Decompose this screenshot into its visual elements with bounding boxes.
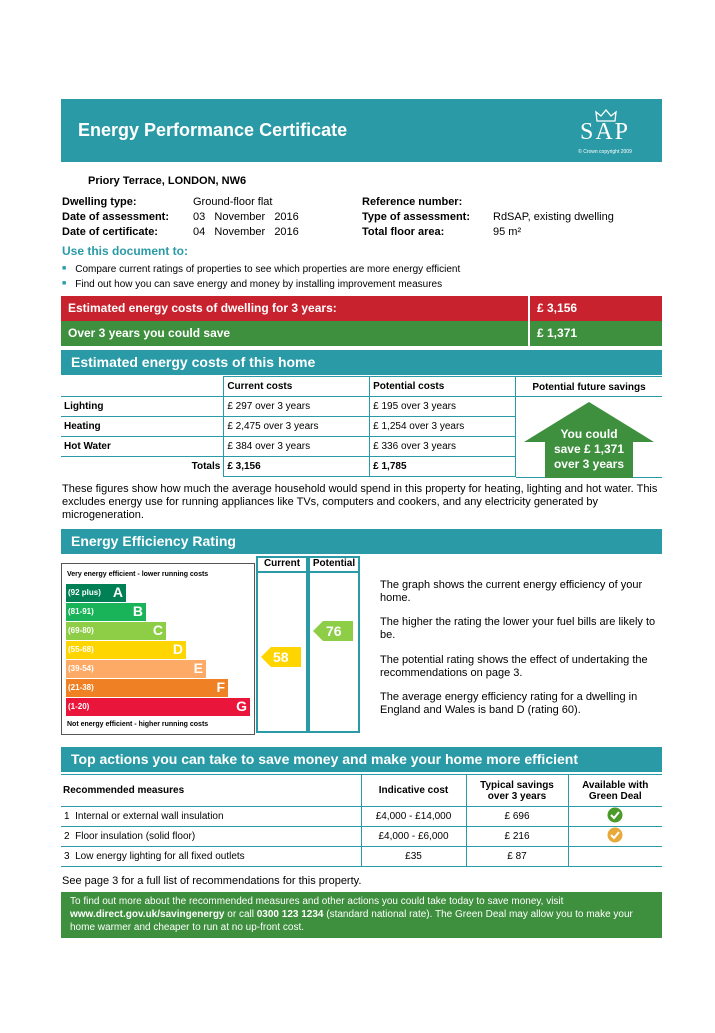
floor-area-value: 95 m² bbox=[493, 226, 522, 238]
measure-cost: £35 bbox=[361, 847, 466, 867]
orange-check-icon bbox=[607, 827, 623, 843]
col-green-deal: Available with Green Deal bbox=[568, 775, 662, 807]
band-letter: E bbox=[193, 660, 203, 676]
efficiency-heading: Energy Efficiency Rating bbox=[61, 529, 662, 554]
cost-row-label: Hot Water bbox=[61, 437, 224, 457]
future-savings bbox=[516, 376, 662, 478]
use-heading: Use this document to: bbox=[62, 244, 189, 258]
rating-para: The graph shows the current energy efficiency of your home. bbox=[380, 579, 643, 604]
cost-current: £ 297 over 3 years bbox=[224, 397, 370, 417]
band-range: (39-54) bbox=[68, 664, 94, 673]
chart-bottom-label: Not energy efficient - higher running costs bbox=[67, 721, 209, 728]
use-item: ■ Compare current ratings of properties to see which properties are more energy efficient bbox=[62, 262, 460, 277]
potential-column bbox=[308, 556, 360, 733]
costs-table bbox=[61, 376, 516, 477]
table-row bbox=[61, 807, 662, 827]
table-row bbox=[61, 437, 516, 457]
current-rating-value: 58 bbox=[273, 649, 289, 665]
measure-saving: £ 216 bbox=[466, 827, 568, 847]
potential-rating-value: 76 bbox=[326, 623, 342, 639]
page-title: Energy Performance Certificate bbox=[78, 120, 348, 140]
band-range: (55-68) bbox=[68, 645, 94, 654]
assessment-type-value: RdSAP, existing dwelling bbox=[493, 211, 614, 223]
table-row bbox=[61, 847, 662, 867]
band-range: (21-38) bbox=[68, 683, 94, 692]
use-item: ■ Find out how you can save energy and money by installing improvement measures bbox=[62, 277, 460, 292]
band-letter: D bbox=[172, 641, 183, 657]
band-letter: G bbox=[236, 698, 247, 714]
band-range: (92 plus) bbox=[68, 588, 101, 597]
col-current: Current bbox=[263, 558, 301, 569]
rating-para: The potential rating shows the effect of undertaking the recommendations on page 3. bbox=[380, 654, 648, 679]
current-column bbox=[256, 556, 308, 733]
rating-band-f bbox=[66, 679, 228, 697]
measure-cost: £4,000 - £6,000 bbox=[361, 827, 466, 847]
cost-current: £ 2,475 over 3 years bbox=[224, 417, 370, 437]
col-current-costs: Current costs bbox=[224, 377, 370, 397]
estimated-cost-bar bbox=[61, 296, 662, 321]
measure-saving: £ 87 bbox=[466, 847, 568, 867]
rating-band-e bbox=[66, 660, 206, 678]
cost-current: £ 384 over 3 years bbox=[224, 437, 370, 457]
total-potential: £ 1,785 bbox=[370, 457, 516, 477]
total-current: £ 3,156 bbox=[224, 457, 370, 477]
rating-para: The higher the rating the lower your fuel bills are likely to be. bbox=[380, 616, 656, 641]
measure-name: Internal or external wall insulation bbox=[75, 811, 224, 822]
col-future-savings: Potential future savings bbox=[516, 377, 662, 397]
cost-potential: £ 336 over 3 years bbox=[370, 437, 516, 457]
table-row bbox=[61, 397, 516, 417]
table-row bbox=[61, 417, 516, 437]
savings-value: £ 1,371 bbox=[530, 321, 662, 346]
savings-label: Over 3 years you could save bbox=[61, 321, 528, 346]
rating-band-g bbox=[66, 698, 250, 716]
certificate-date-value: 04 November 2016 bbox=[193, 226, 299, 238]
assessment-type-label: Type of assessment: bbox=[362, 211, 471, 223]
estimated-cost-value: £ 3,156 bbox=[530, 296, 662, 321]
cost-row-label: Heating bbox=[61, 417, 224, 437]
crown-icon bbox=[595, 109, 617, 123]
measure-cost: £4,000 - £14,000 bbox=[361, 807, 466, 827]
chart-top-label: Very energy efficient - lower running costs bbox=[67, 571, 209, 578]
estimated-costs-heading: Estimated energy costs of this home bbox=[61, 350, 662, 375]
use-list bbox=[62, 262, 460, 292]
sap-logo bbox=[560, 107, 650, 157]
col-potential: Potential bbox=[312, 558, 356, 569]
col-cost: Indicative cost bbox=[361, 775, 466, 807]
sap-logo-text: SAP bbox=[579, 119, 631, 145]
measure-number: 1 bbox=[64, 811, 70, 822]
phone-number: 0300 123 1234 bbox=[256, 909, 324, 920]
band-letter: B bbox=[132, 603, 143, 619]
assessment-date-label: Date of assessment: bbox=[62, 211, 169, 223]
actions-heading: Top actions you can take to save money and make your home more efficient bbox=[61, 747, 662, 772]
reference-label: Reference number: bbox=[362, 196, 463, 208]
savings-link[interactable]: www.direct.gov.uk/savingenergy bbox=[70, 909, 225, 920]
col-savings: Typical savings over 3 years bbox=[466, 775, 568, 807]
totals-row bbox=[61, 457, 516, 477]
actions-table bbox=[61, 774, 662, 867]
rating-para: The average energy efficiency rating for a dwelling in England and Wales is band D (rating 60). bbox=[380, 691, 638, 716]
cost-potential: £ 195 over 3 years bbox=[370, 397, 516, 417]
measure-name: Low energy lighting for all fixed outlets bbox=[75, 851, 245, 862]
measure-name: Floor insulation (solid floor) bbox=[75, 831, 196, 842]
savings-arrow-text: You could save £ 1,371 over 3 years bbox=[553, 427, 625, 471]
band-range: (81-91) bbox=[68, 607, 94, 616]
measure-number: 3 bbox=[64, 851, 70, 862]
footer-info: To find out more about the recommended measures and other actions you could take today to save money, visit www.direct.gov.uk/savingenergy or call 0300 123 1234 (standard national rate). The Green Deal may allow you to make your home warmer and cheaper to run at no up-front cost. bbox=[61, 892, 662, 938]
table-row bbox=[61, 827, 662, 847]
band-letter: C bbox=[152, 622, 163, 638]
address: Priory Terrace, LONDON, NW6 bbox=[88, 175, 247, 187]
rating-band-a bbox=[66, 584, 126, 602]
rating-band-d bbox=[66, 641, 186, 659]
estimated-cost-label: Estimated energy costs of dwelling for 3 years: bbox=[61, 296, 528, 321]
dwelling-type-value: Ground-floor flat bbox=[193, 196, 273, 208]
band-letter: A bbox=[112, 584, 123, 600]
rating-band-b bbox=[66, 603, 146, 621]
totals-label: Totals bbox=[61, 457, 224, 477]
assessment-date-value: 03 November 2016 bbox=[193, 211, 299, 223]
cost-potential: £ 1,254 over 3 years bbox=[370, 417, 516, 437]
floor-area-label: Total floor area: bbox=[362, 226, 445, 238]
col-potential-costs: Potential costs bbox=[370, 377, 516, 397]
measure-number: 2 bbox=[64, 831, 70, 842]
col-measures: Recommended measures bbox=[61, 775, 361, 807]
band-range: (1-20) bbox=[68, 702, 90, 711]
copyright: © Crown copyright 2009 bbox=[578, 149, 632, 155]
dwelling-type-label: Dwelling type: bbox=[62, 196, 137, 208]
costs-note: These figures show how much the average household would spend in this property for heating, lighting and hot water. This excludes energy use for running appliances like TVs, computers and cookers, and any electricity generated by microgeneration. bbox=[62, 483, 658, 521]
cost-row-label: Lighting bbox=[61, 397, 224, 417]
header-banner bbox=[61, 99, 662, 162]
band-letter: F bbox=[216, 679, 225, 695]
rating-band-c bbox=[66, 622, 166, 640]
see-page-note: See page 3 for a full list of recommendations for this property. bbox=[62, 875, 362, 887]
savings-bar bbox=[61, 321, 662, 346]
certificate-date-label: Date of certificate: bbox=[62, 226, 158, 238]
band-range: (69-80) bbox=[68, 626, 94, 635]
green-check-icon bbox=[607, 807, 623, 823]
measure-saving: £ 696 bbox=[466, 807, 568, 827]
